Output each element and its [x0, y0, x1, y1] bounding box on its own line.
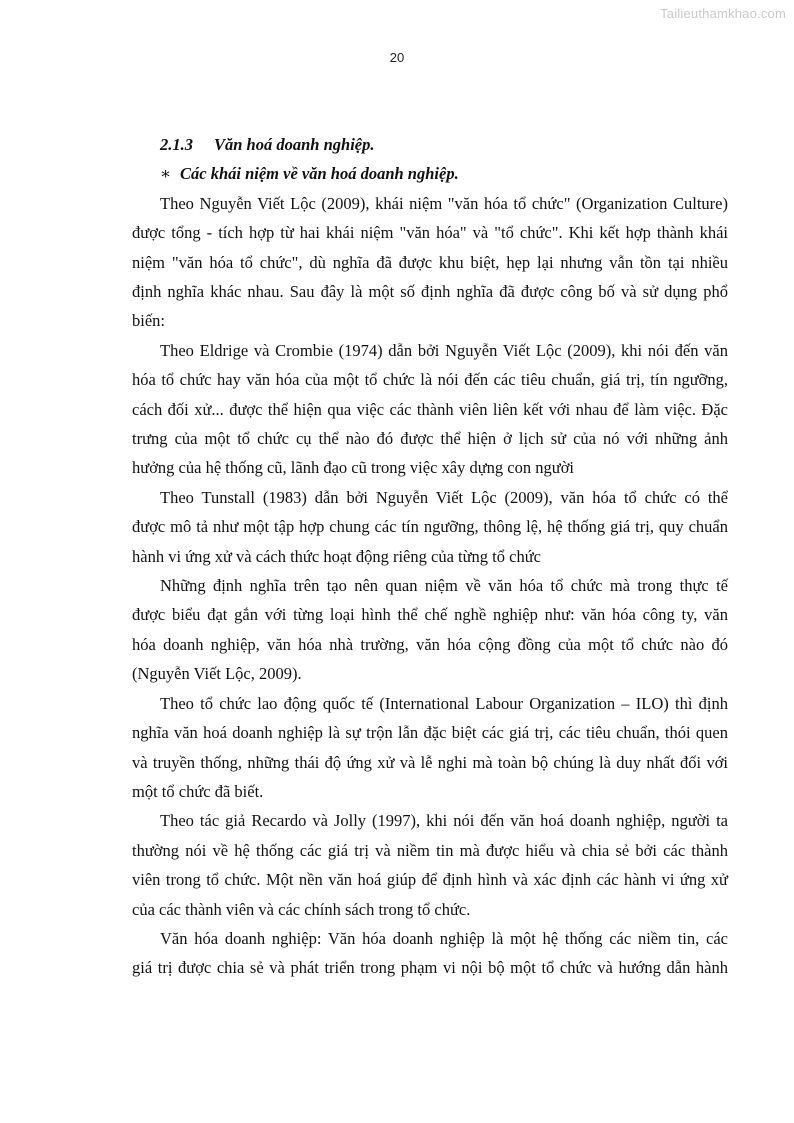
paragraph-line: Theo Eldrige và Crombie (1974) dẫn bởi Nguyễn Viết Lộc (2009), khi nói đến văn [160, 340, 728, 360]
paragraph-line: hóa tổ chức hay văn hóa của một tổ chức là nói đến các tiêu chuẩn, giá trị, tín ngưỡng, [132, 370, 728, 390]
paragraph-line: được biểu đạt gắn với từng loại hình thể chế nghề nghiệp như: văn hóa công ty, văn [132, 605, 728, 625]
paragraph-line: viên trong tổ chức. Một nền văn hoá giúp để định hình và xác định các hành vi ứng xử [132, 870, 728, 890]
paragraph-line: niệm "văn hóa tổ chức", dù nghĩa đã được khu biệt, hẹp lại nhưng vẫn tồn tại nhiều [132, 252, 728, 272]
paragraph-line: hóa doanh nghiệp, văn hóa nhà trường, văn hóa cộng đồng của một tổ chức nào đó [132, 634, 728, 654]
paragraph-line: biến: [132, 311, 165, 331]
paragraph [132, 189, 728, 336]
paragraph [132, 689, 728, 807]
bullet-icon: ∗ [160, 164, 172, 184]
paragraph-line: một tổ chức đã biết. [132, 781, 264, 801]
section-number: 2.1.3 [160, 135, 193, 154]
paragraph-line: của các thành viên và các chính sách trong tổ chức. [132, 899, 471, 919]
page-number: 20 [389, 50, 405, 65]
paragraph-line: được tổng - tích hợp từ hai khái niệm "văn hóa" và "tổ chức". Khi kết hợp thành khái [132, 223, 728, 243]
paragraph-line: Theo tác giả Recardo và Jolly (1997), khi nói đến văn hoá doanh nghiệp, người ta [160, 811, 728, 831]
paragraph [132, 571, 728, 689]
paragraph-line: cách đối xử... được thể hiện qua việc các thành viên liên kết với nhau để làm việc. Đặc [132, 399, 728, 419]
paragraph-line: (Nguyễn Viết Lộc, 2009). [132, 664, 302, 684]
paragraph-line: Văn hóa doanh nghiệp: Văn hóa doanh nghiệp là một hệ thống các niềm tin, các [160, 928, 728, 948]
paragraph-list [132, 189, 728, 983]
paragraph-line: hưởng của hệ thống cũ, lãnh đạo cũ trong việc xây dựng con người [132, 458, 575, 478]
paragraph-line: hành vi ứng xử và cách thức hoạt động riêng của từng tổ chức [132, 546, 541, 566]
paragraph-line: nghĩa văn hoá doanh nghiệp là sự trộn lẫn đặc biệt các giá trị, các tiêu chuẩn, thói quen [132, 723, 728, 743]
paragraph-line: Theo tổ chức lao động quốc tế (International Labour Organization – ILO) thì định [160, 693, 728, 713]
paragraph-line: Những định nghĩa trên tạo nên quan niệm về văn hóa tổ chức mà trong thực tế [160, 576, 728, 596]
paragraph-line: Theo Nguyễn Viết Lộc (2009), khái niệm "văn hóa tổ chức" (Organization Culture) [160, 193, 728, 213]
paragraph-line: thường nói về hệ thống các giá trị và niềm tin mà được hiểu và chia sẻ bởi các thành [132, 840, 728, 860]
paragraph-line: được mô tả như một tập hợp chung các tín ngưỡng, thông lệ, hệ thống giá trị, quy chuẩn [132, 517, 728, 537]
watermark-text: Tailieuthamkhao.com [660, 6, 786, 21]
paragraph [132, 806, 728, 924]
subsection-heading [132, 159, 728, 188]
document-body [132, 130, 728, 983]
paragraph-line: và truyền thống, những thái độ ứng xử và lễ nghi mà toàn bộ chúng là duy nhất đối với [132, 752, 728, 772]
paragraph [132, 483, 728, 571]
subsection-title: Các khái niệm về văn hoá doanh nghiệp. [180, 164, 459, 184]
section-title: Văn hoá doanh nghiệp. [214, 135, 375, 154]
paragraph-line: Theo Tunstall (1983) dẫn bởi Nguyễn Viết Lộc (2009), văn hóa tổ chức có thể [160, 487, 728, 507]
paragraph-line: giá trị được chia sẻ và phát triển trong phạm vi nội bộ một tổ chức và hướng dẫn hành [132, 958, 728, 978]
paragraph-line: định nghĩa khác nhau. Sau đây là một số định nghĩa đã được công bố và sử dụng phổ [132, 282, 728, 301]
section-heading [160, 130, 728, 159]
paragraph-line: trưng của một tổ chức cụ thể nào đó được thể hiện ở lịch sử của nó với những ảnh [132, 429, 728, 449]
paragraph [132, 924, 728, 983]
paragraph [132, 336, 728, 483]
